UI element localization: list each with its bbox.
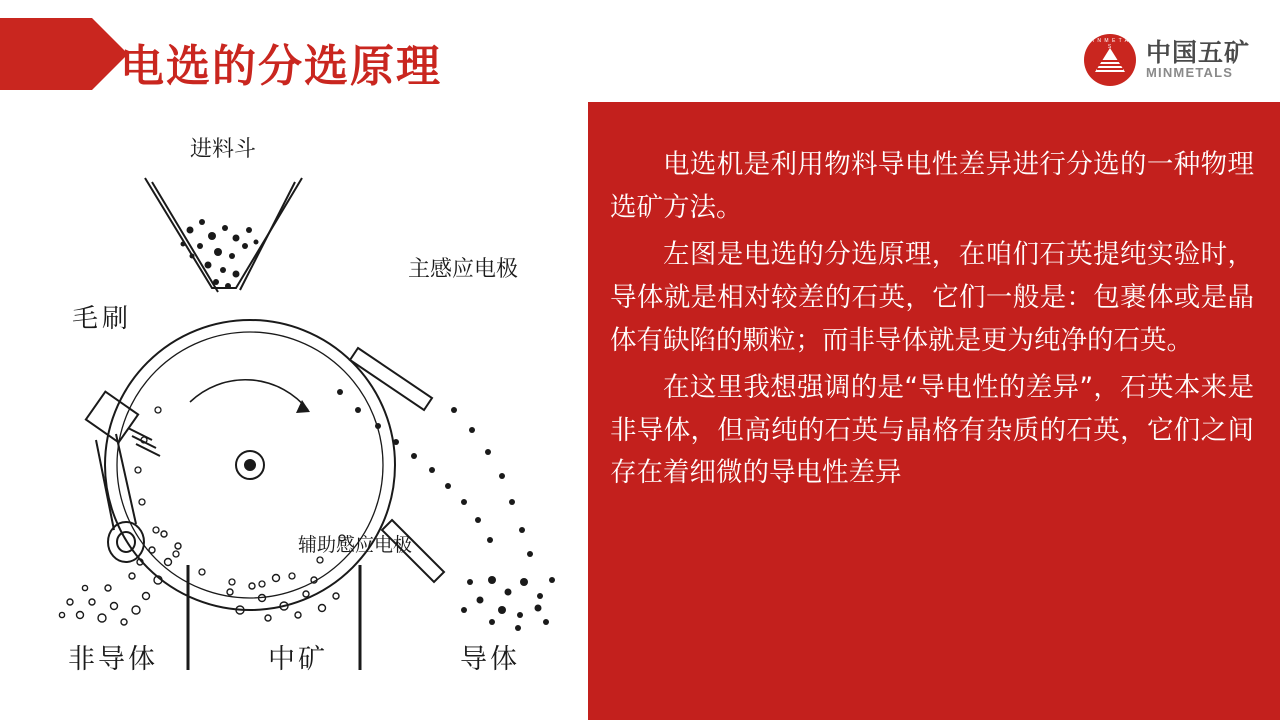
description-paragraph-2: 左图是电选的分选原理，在咱们石英提纯实验时，导体就是相对较差的石英，它们一般是：包裹体或是晶体有缺陷的颗粒；而非导体就是更为纯净的石英。 [610, 238, 1254, 356]
description-paragraph-1: 电选机是利用物料导电性差异进行分选的一种物理选矿方法。 [610, 149, 1254, 223]
header-accent-bar [0, 18, 92, 90]
diagram-drawing [40, 110, 580, 710]
diagram-label-nonconductor: 非导体 [68, 644, 158, 675]
logo-name-cn: 中国五矿 [1145, 38, 1250, 68]
diagram-label-middling: 中矿 [268, 644, 328, 675]
logo-mark-text: M I N M E T A L S [1085, 38, 1135, 50]
description-paragraph-3: 在这里我想强调的是“导电性的差异”，石英本来是非导体，但高纯的石英与晶格有杂质的石英，它们之间存在着细微的导电性差异 [610, 371, 1254, 489]
slide-header [0, 0, 1280, 110]
company-logo [1084, 34, 1250, 86]
minmetals-mark-icon [1084, 34, 1136, 86]
diagram-label-conductor: 导体 [460, 644, 520, 675]
diagram-label-hopper: 进料斗 [190, 137, 257, 162]
logo-name-en: MINMETALS [1145, 65, 1234, 81]
logo-text-block [1146, 40, 1250, 80]
diagram-label-aux-electrode: 辅助感应电极 [298, 534, 413, 556]
electrostatic-separation-diagram [40, 110, 580, 710]
diagram-label-brush: 毛刷 [72, 304, 133, 334]
diagram-label-main-electrode: 主感应电极 [408, 257, 519, 282]
page-title: 电选的分选原理 [120, 41, 442, 92]
logo-tower-lines [1097, 56, 1123, 72]
description-panel [588, 102, 1280, 720]
